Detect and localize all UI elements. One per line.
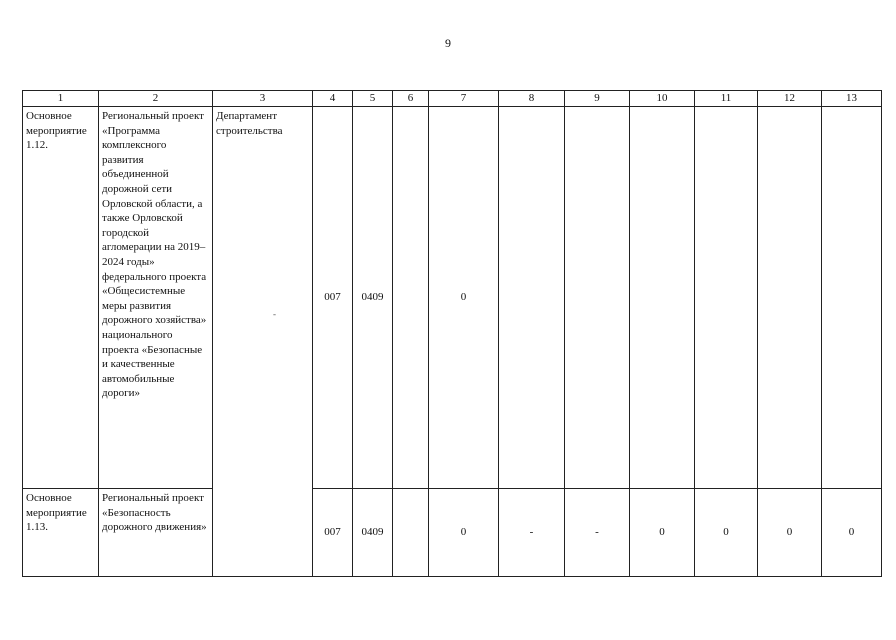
header-cell: 8 (499, 91, 565, 107)
project-cell: Региональный проект «Безопасность дорожного движения» (99, 489, 213, 577)
value-cell: 0 (429, 489, 499, 577)
header-cell: 12 (758, 91, 822, 107)
value-cell (393, 489, 429, 577)
grbs-cell: 007 (313, 107, 353, 489)
header-cell: 2 (99, 91, 213, 107)
project-cell: Региональный проект «Программа комплексного развития объединенной дорожной сети Орловской области, а также Орловской городской агломерации на 2019–2024 годы» федерального проекта «Общесистемные меры развития дорожного хозяйства» национального проекта «Безопасные и качественные автомобильные дороги» (99, 107, 213, 489)
header-cell: 7 (429, 91, 499, 107)
section-cell: 0409 (353, 107, 393, 489)
value-cell: 0 (695, 489, 758, 577)
executor-cell: Департамент строительства - (213, 107, 313, 577)
header-cell: 9 (565, 91, 630, 107)
budget-table (22, 90, 882, 577)
activity-cell: Основное мероприятие 1.12. (23, 107, 99, 489)
page-number: 9 (445, 36, 451, 50)
value-cell: 0 (429, 107, 499, 489)
value-cell: 0 (758, 489, 822, 577)
value-cell (822, 107, 882, 489)
value-cell (695, 107, 758, 489)
value-cell (630, 107, 695, 489)
table-row (23, 489, 882, 577)
header-cell: 11 (695, 91, 758, 107)
header-cell: 10 (630, 91, 695, 107)
value-cell: - (499, 489, 565, 577)
header-row (23, 91, 882, 107)
header-cell: 13 (822, 91, 882, 107)
value-cell (499, 107, 565, 489)
table-row (23, 107, 882, 489)
value-cell: - (565, 489, 630, 577)
header-cell: 1 (23, 91, 99, 107)
header-cell: 3 (213, 91, 313, 107)
dash-mark: - (273, 309, 276, 319)
activity-cell: Основное мероприятие 1.13. (23, 489, 99, 577)
header-cell: 5 (353, 91, 393, 107)
value-cell (393, 107, 429, 489)
header-cell: 6 (393, 91, 429, 107)
value-cell (565, 107, 630, 489)
value-cell: 0 (630, 489, 695, 577)
header-cell: 4 (313, 91, 353, 107)
section-cell: 0409 (353, 489, 393, 577)
value-cell (758, 107, 822, 489)
grbs-cell: 007 (313, 489, 353, 577)
value-cell: 0 (822, 489, 882, 577)
